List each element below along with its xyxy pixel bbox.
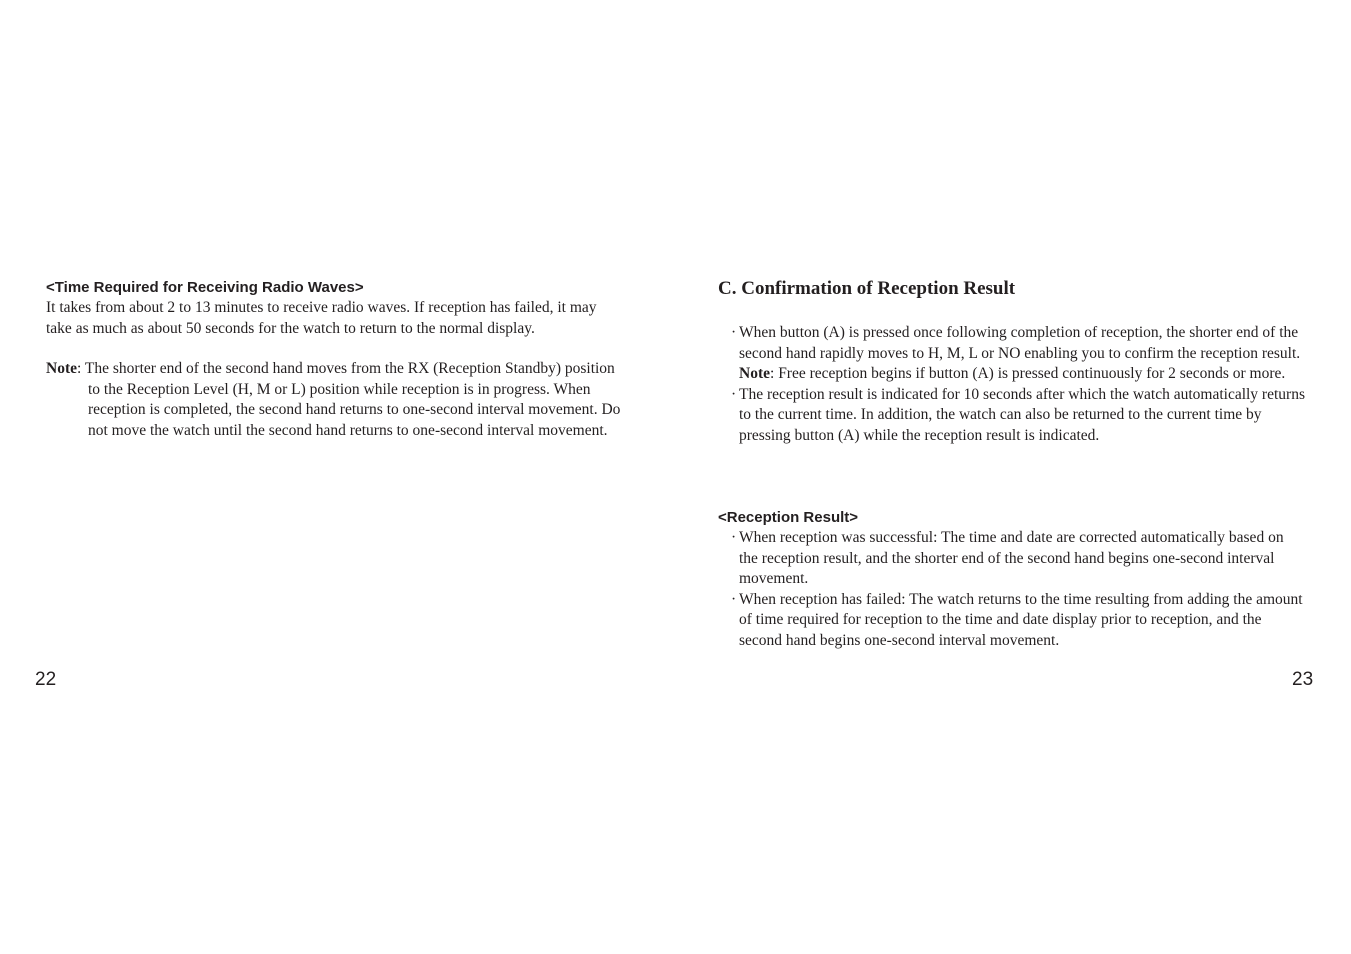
left-note-text: The shorter end of the second hand moves from the RX (Reception Standby) position to the Reception Level (H, M or L) position while reception is in progress. When reception is completed, the second hand returns to one-second interval movement. Do not move the watch until the second hand returns to one-second interval movement. — [84, 360, 621, 439]
right-page — [675, 0, 1351, 954]
reception-result-list — [731, 528, 1306, 651]
right-note-label: Note — [739, 365, 770, 382]
right-note-separator: : — [770, 365, 779, 382]
bullet-text: When button (A) is pressed once following completion of reception, the shorter end of the second hand rapidly moves to H, M, L or NO enabling you to confirm the reception result. — [739, 324, 1301, 362]
bullet-text: When reception has failed: The watch returns to the time resulting from adding the amount of time required for reception to the time and date display prior to reception, and the second hand begins one-second interval movement. — [739, 590, 1303, 649]
left-note-separator: : — [77, 360, 85, 377]
reception-result-heading: <Reception Result> — [718, 509, 859, 526]
bullet-dot: · — [731, 590, 737, 608]
bullet-text: When reception was successful: The time and date are corrected automatically based on the reception result, and the shorter end of the second hand begins one-second interval movement. — [739, 529, 1284, 587]
radio-waves-time-heading: <Time Required for Receiving Radio Waves> — [46, 279, 364, 296]
page-number-left: 22 — [35, 669, 57, 690]
confirmation-heading: C. Confirmation of Reception Result — [718, 278, 1016, 299]
left-note-label: Note — [46, 360, 77, 377]
bullet-dot: · — [731, 324, 737, 341]
left-page — [0, 0, 675, 954]
left-note — [46, 359, 630, 441]
list-item — [731, 590, 1306, 652]
list-item — [731, 528, 1306, 590]
right-note — [739, 364, 1306, 385]
list-item — [731, 385, 1306, 447]
note-item — [731, 364, 1306, 385]
radio-waves-time-paragraph: It takes from about 2 to 13 minutes to receive radio waves. If reception has failed, it may take as much as about 50 seconds for the watch to return to the normal display. — [46, 299, 597, 337]
right-note-text: Free reception begins if button (A) is pressed continuously for 2 seconds or more. — [778, 365, 1286, 382]
page-number-right: 23 — [1292, 669, 1314, 690]
bullet-dot: · — [731, 529, 737, 546]
confirmation-bullet-list — [731, 323, 1306, 446]
bullet-text: The reception result is indicated for 10 seconds after which the watch automatically returns to the current time. In addition, the watch can also be returned to the current time by pressing button (A) while the reception result is indicated. — [739, 385, 1305, 444]
bullet-dot: · — [731, 385, 737, 403]
list-item — [731, 323, 1306, 364]
